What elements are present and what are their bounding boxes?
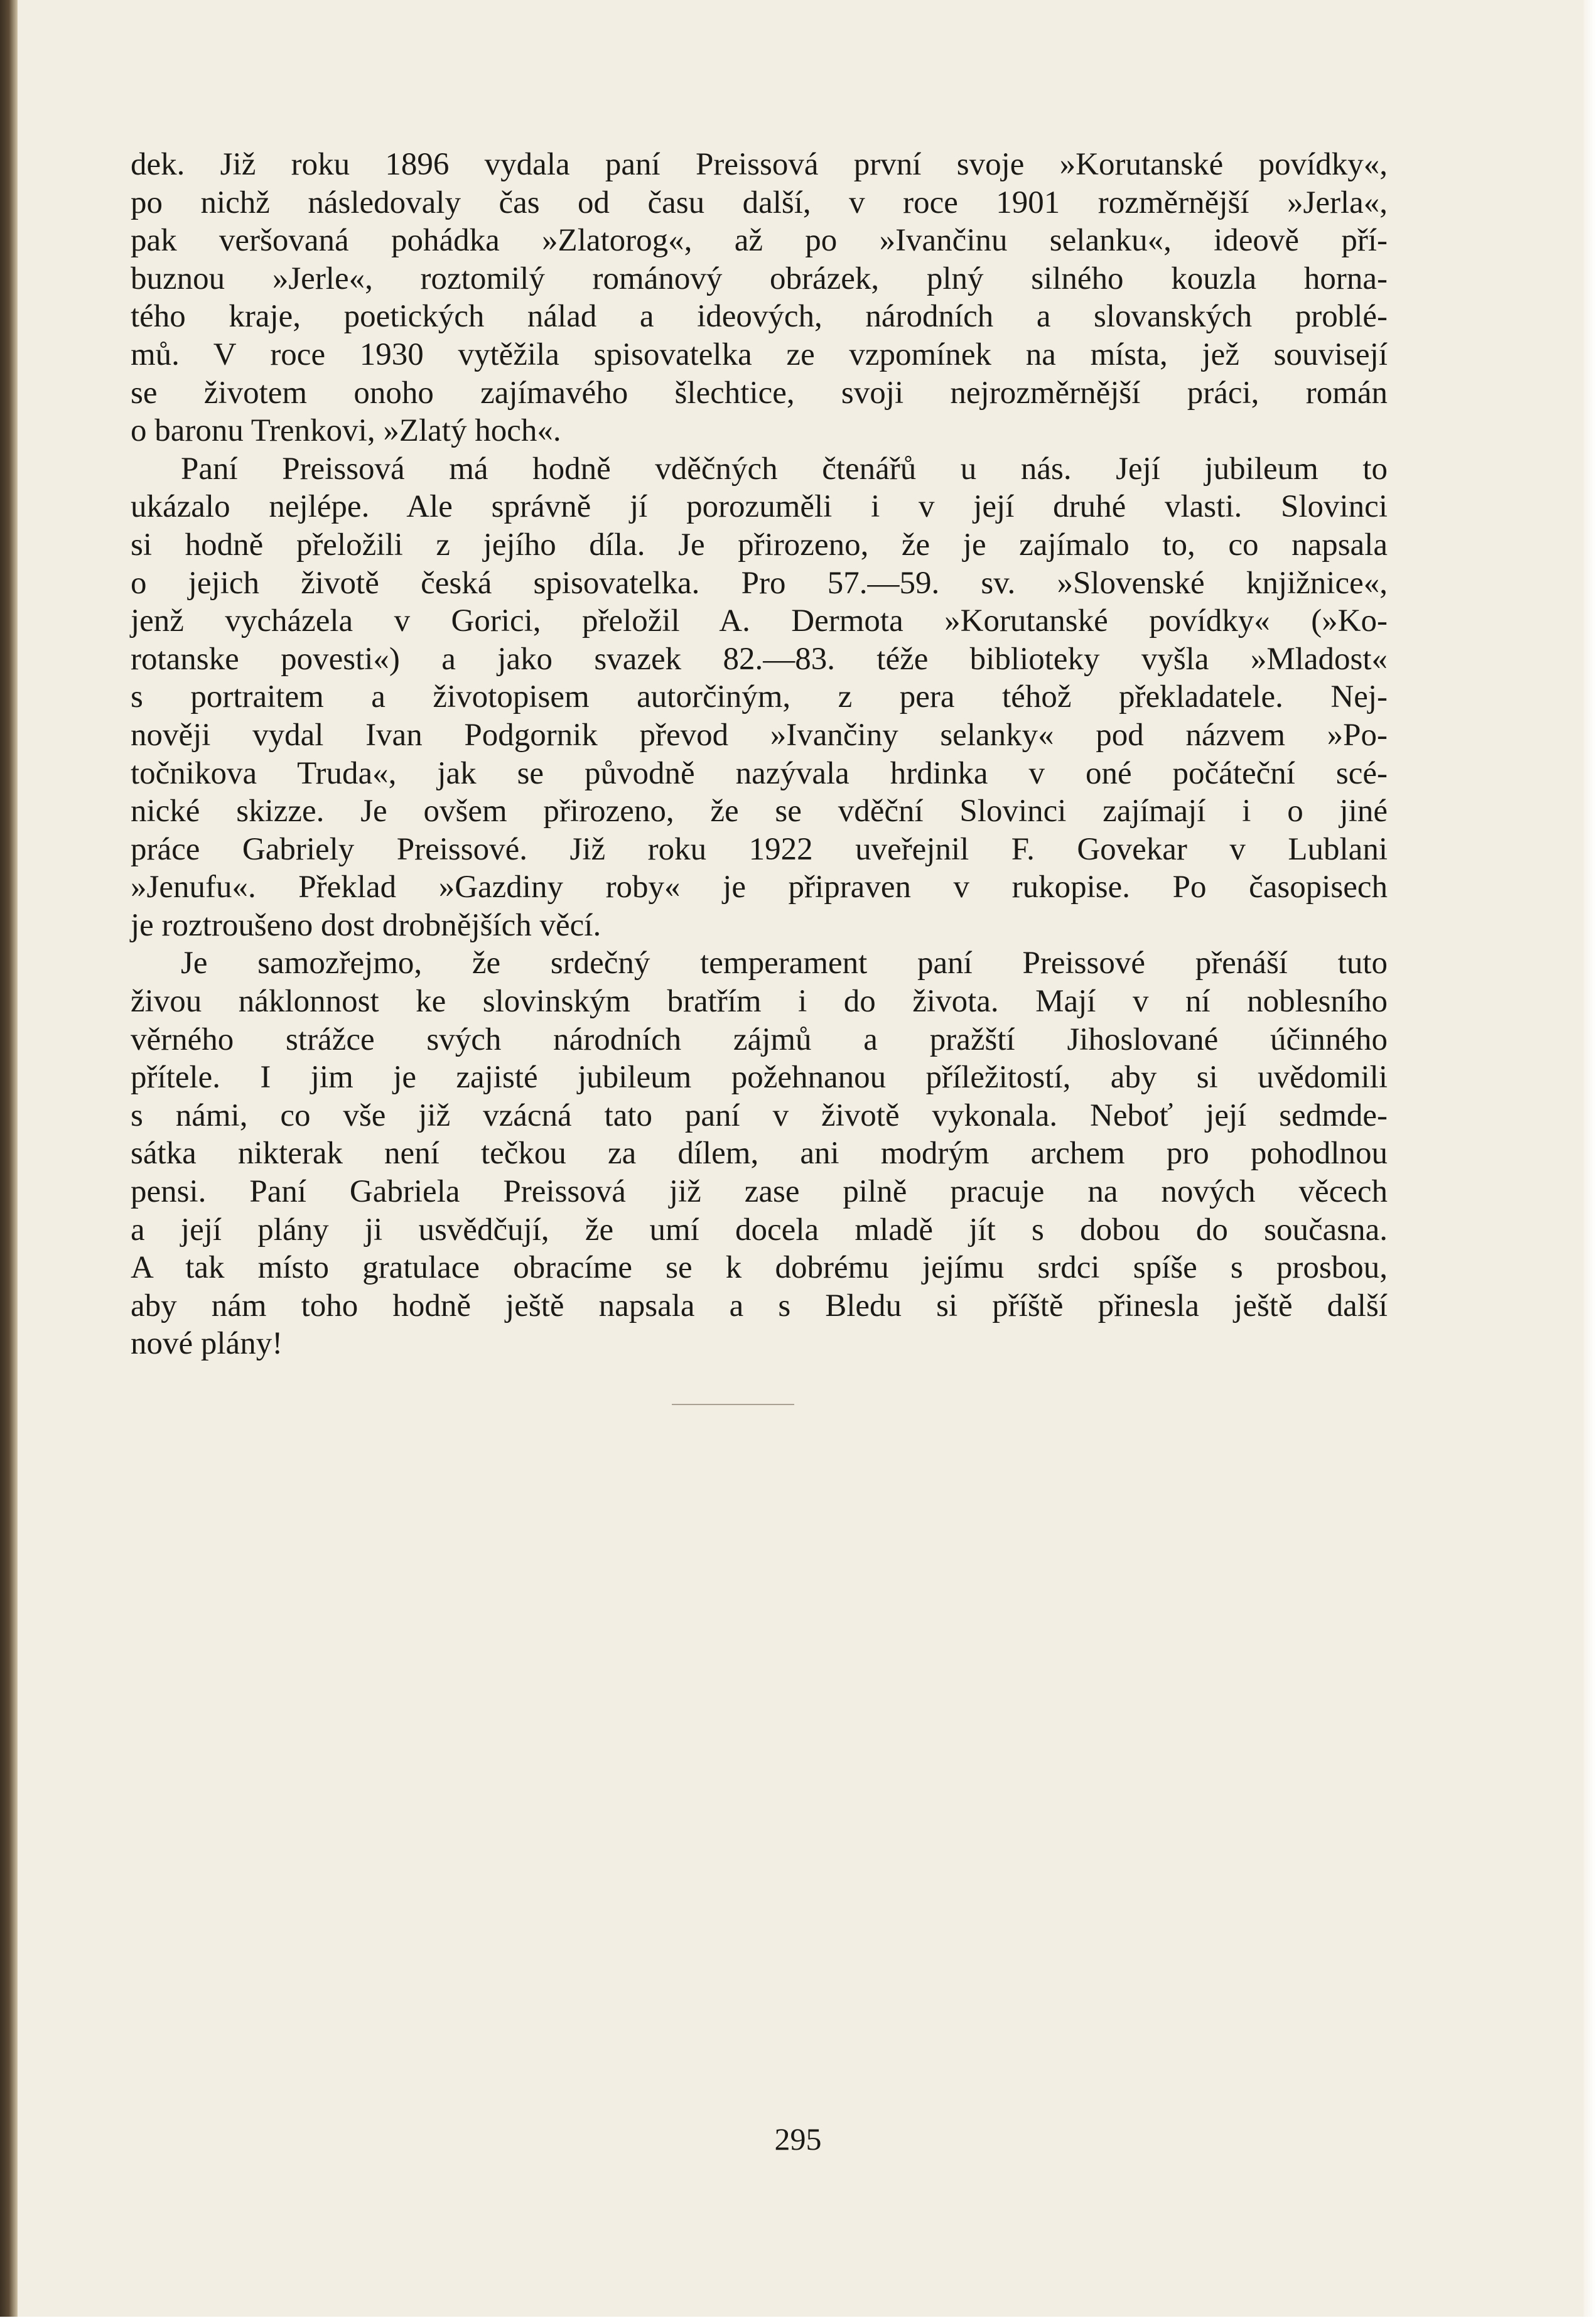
text-line: rotanske povesti«) a jako svazek 82.—83. téže biblioteky vyšla »Mladost« bbox=[131, 641, 1388, 677]
text-line: Je samozřejmo, že srdečný temperament paní Preissové přenáší tuto bbox=[181, 946, 1388, 981]
section-divider bbox=[672, 1404, 794, 1405]
text-line: A tak místo gratulace obracíme se k dobrému jejímu srdci spíše s prosbou, bbox=[131, 1250, 1388, 1286]
text-line: nové plány! bbox=[131, 1326, 283, 1362]
text-line: tého kraje, poetických nálad a ideových, národních a slovanských problé- bbox=[131, 299, 1388, 335]
body-text bbox=[131, 146, 1388, 1363]
text-line: je roztroušeno dost drobnějších věcí. bbox=[131, 907, 601, 943]
text-line: po nichž následovaly čas od času další, v roce 1901 rozměrnější »Jerla«, bbox=[131, 185, 1388, 220]
text-line: aby nám toho hodně ještě napsala a s Bledu si příště přinesla ještě další bbox=[131, 1288, 1388, 1323]
text-line: živou náklonnost ke slovinským bratřím i do života. Mají v ní noblesního bbox=[131, 984, 1388, 1020]
text-line: jenž vycházela v Gorici, přeložil A. Dermota »Korutanské povídky« (»Ko- bbox=[131, 603, 1388, 639]
text-line: pensi. Paní Gabriela Preissová již zase pilně pracuje na nových věcech bbox=[131, 1174, 1388, 1210]
text-line: točnikova Truda«, jak se původně nazývala hrdinka v oné počáteční scé- bbox=[131, 755, 1388, 791]
text-line: práce Gabriely Preissové. Již roku 1922 uveřejnil F. Govekar v Lublani bbox=[131, 831, 1388, 867]
text-line: nické skizze. Je ovšem přirozeno, že se vděční Slovinci zajímají i o jiné bbox=[131, 794, 1388, 829]
text-line: sátka nikterak není tečkou za dílem, ani modrým archem pro pohodlnou bbox=[131, 1136, 1388, 1172]
text-line: o baronu Trenkovi, »Zlatý hoch«. bbox=[131, 413, 561, 449]
text-line: se životem onoho zajímavého šlechtice, svoji nejrozměrnější práci, román bbox=[131, 375, 1388, 411]
page-bottom-margin bbox=[0, 2317, 1596, 2323]
text-line: pak veršovaná pohádka »Zlatorog«, až po »Ivančinu selanku«, ideově pří- bbox=[131, 223, 1388, 259]
text-line: s portraitem a životopisem autorčiným, z pera téhož překladatele. Nej- bbox=[131, 679, 1388, 715]
text-line: ukázalo nejlépe. Ale správně jí porozuměli i v její druhé vlasti. Slovinci bbox=[131, 489, 1388, 525]
text-line: věrného strážce svých národních zájmů a pražští Jihoslované účinného bbox=[131, 1021, 1388, 1057]
text-line: přítele. I jim je zajisté jubileum požehnanou příležitostí, aby si uvědomili bbox=[131, 1060, 1388, 1096]
text-line: »Jenufu«. Překlad »Gazdiny roby« je připraven v rukopise. Po časopisech bbox=[131, 870, 1388, 905]
text-line: nověji vydal Ivan Podgornik převod »Ivančiny selanky« pod názvem »Po- bbox=[131, 717, 1388, 753]
book-spine-shadow bbox=[0, 0, 18, 2323]
text-line: mů. V roce 1930 vytěžila spisovatelka ze vzpomínek na místa, jež souvisejí bbox=[131, 337, 1388, 372]
text-line: Paní Preissová má hodně vděčných čtenářů u nás. Její jubileum to bbox=[181, 451, 1388, 487]
page-number: 295 bbox=[774, 2121, 822, 2157]
text-line: s námi, co vše již vzácná tato paní v životě vykonala. Neboť její sedmde- bbox=[131, 1097, 1388, 1133]
page-right-margin bbox=[1583, 0, 1596, 2323]
text-line: o jejich životě česká spisovatelka. Pro 57.—59. sv. »Slovenské knjižnice«, bbox=[131, 565, 1388, 601]
text-line: si hodně přeložili z jejího díla. Je přirozeno, že je zajímalo to, co napsala bbox=[131, 527, 1388, 563]
text-line: dek. Již roku 1896 vydala paní Preissová první svoje »Korutanské povídky«, bbox=[131, 147, 1388, 182]
text-line: a její plány ji usvědčují, že umí docela mladě jít s dobou do současna. bbox=[131, 1212, 1388, 1248]
text-line: buznou »Jerle«, roztomilý románový obrázek, plný silného kouzla horna- bbox=[131, 261, 1388, 296]
